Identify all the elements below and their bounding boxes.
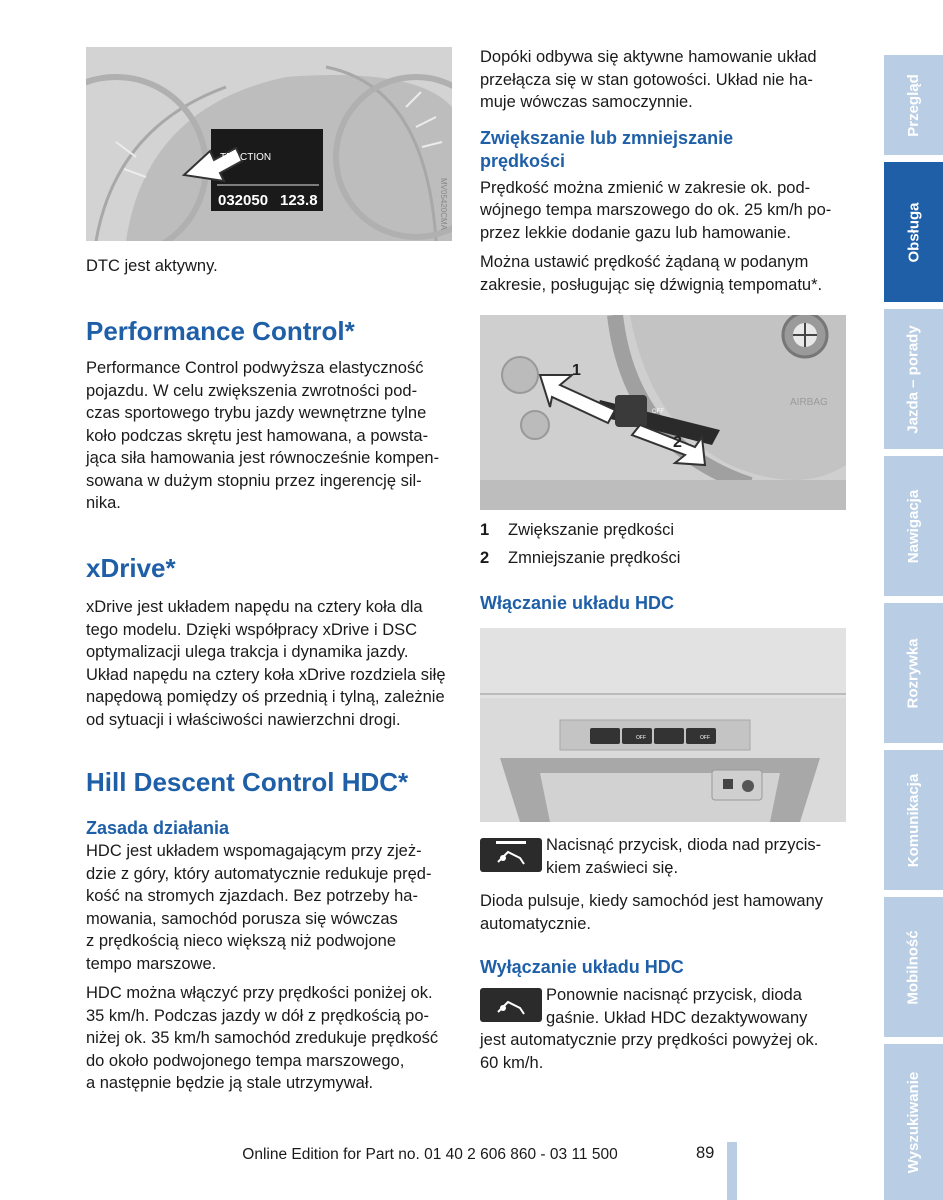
hdc-heading: Hill Descent Control HDC*: [86, 767, 409, 797]
hdc-button-lit-icon: [480, 838, 542, 872]
tab-wyszukiwanie[interactable]: Wyszukiwanie: [884, 1044, 943, 1200]
hdc-pulse-text: Dioda pulsuje, kiedy samochód jest hamowany automatycznie.: [480, 892, 824, 933]
speed-text-1: Prędkość można zmienić w zakresie ok. pod- wójnego tempa marszowego do ok. 25 km/h po- przez lekkie dodanie gazu lub hamowanie.: [480, 178, 832, 242]
dtc-caption: DTC jest aktywny.: [86, 257, 218, 275]
hdc-on-text: Nacisnąć przycisk, dioda nad przycis- kiem zaświeci się.: [546, 836, 822, 877]
odometer-value: 032050: [218, 192, 269, 209]
xdrive-text: xDrive jest układem napędu na cztery koła dla tego modelu. Dzięki współpracy xDrive i DSC optymalizacji ulega trakcja i dynamika jazdy. Układ napędu na cztery koła xDrive rozdziela siłę napędową pomiędzy oś przednią i tylną, zależnie od sytuacji i właściwości nawierzchni drogi.: [86, 598, 446, 729]
lever-off-label: OFF: [652, 409, 664, 415]
console-button-off-1: OFF: [636, 735, 646, 741]
tab-mobilnosc[interactable]: Mobilność: [884, 897, 943, 1037]
hdc-off-text-a: Ponownie nacisnąć przycisk, dioda gaśnie. Układ HDC dezaktywowany: [546, 986, 808, 1027]
page-number: 89: [696, 1144, 715, 1162]
speed-text-2: Można ustawić prędkość żądaną w podanym zakresie, posługując się dźwignią tempomatu*.: [480, 253, 823, 294]
tab-przeglad[interactable]: Przegląd: [884, 55, 943, 155]
hdc-speed-text: HDC można włączyć przy prędkości poniżej ok. 35 km/h. Podczas jazdy w dół z prędkością po- niżej ok. 35 km/h samochód zredukuje prędkość do około podwojonego tempa marszowego, a następnie będzie ją stale utrzymywał.: [86, 984, 439, 1092]
hdc-off-heading: Wyłączanie układu HDC: [480, 957, 684, 977]
list-item: 1 Zwiększanie prędkości: [480, 521, 674, 539]
steering-wheel-illustration: [480, 315, 846, 510]
traction-display-text: TRACTION: [220, 152, 272, 163]
trip-value: 123.8: [280, 192, 318, 209]
hdc-principle-heading: Zasada działania: [86, 818, 230, 838]
tab-obsluga[interactable]: Obsługa: [884, 162, 943, 302]
tab-rozrywka[interactable]: Rozrywka: [884, 603, 943, 743]
hdc-principle-text: HDC jest układem wspomagającym przy zjeż- dzie z góry, który automatycznie redukuje pręd- kość na stromych zjazdach. Bez potrzeby ha- mowania, samochód porusza się wówczas z prędkością nieco większą niż podwojone tempo marszowe.: [86, 842, 432, 973]
tab-jazda-porady[interactable]: Jazda – porady: [884, 309, 943, 449]
list-item: 2 Zmniejszanie prędkości: [480, 549, 681, 567]
arrow-label-2: 2: [673, 434, 682, 451]
xdrive-section: [86, 552, 456, 731]
hdc-button-off-icon: [480, 988, 542, 1022]
hdc-section: [86, 766, 456, 1095]
footer-edition: Online Edition for Part no. 01 40 2 606 860 - 03 11 500: [242, 1146, 618, 1163]
tab-komunikacja[interactable]: Komunikacja: [884, 750, 943, 890]
hdc-on-heading: Włączanie układu HDC: [480, 593, 675, 613]
xdrive-heading: xDrive*: [86, 553, 176, 583]
figure-code: MV05420CMA: [439, 178, 448, 231]
airbag-label: AIRBAG: [790, 397, 828, 408]
intro-text: Dopóki odbywa się aktywne hamowanie układ przełącza się w stan gotowości. Układ nie ha- muje wówczas samoczynnie.: [480, 48, 817, 111]
console-buttons-illustration: [480, 628, 846, 822]
performance-text: Performance Control podwyższa elastyczność pojazdu. W celu zwiększenia zwrotności pod- czas sportowego trybu jazdy wewnętrzne tylne koło podczas skrętu jest hamowana, a powsta- jąca siła hamowania jest równocześnie kompen- sowana w dużym stopniu przez ingerencję sil- nika.: [86, 359, 440, 512]
speed-heading: Zwiększanie lub zmniejszanie prędkości: [480, 127, 734, 171]
cruise-lever-figure: [480, 315, 846, 510]
dashboard-traction-figure: [86, 47, 452, 241]
performance-section: [86, 315, 456, 515]
arrow-label-1: 1: [572, 362, 581, 379]
console-button-off-2: OFF: [700, 735, 710, 741]
center-console-figure: [480, 628, 846, 822]
instrument-cluster-illustration: [86, 47, 452, 241]
hdc-off-text-b: jest automatycznie przy prędkości powyżej ok. 60 km/h.: [480, 1031, 819, 1072]
performance-heading: Performance Control*: [86, 316, 355, 346]
tab-nawigacja[interactable]: Nawigacja: [884, 456, 943, 596]
